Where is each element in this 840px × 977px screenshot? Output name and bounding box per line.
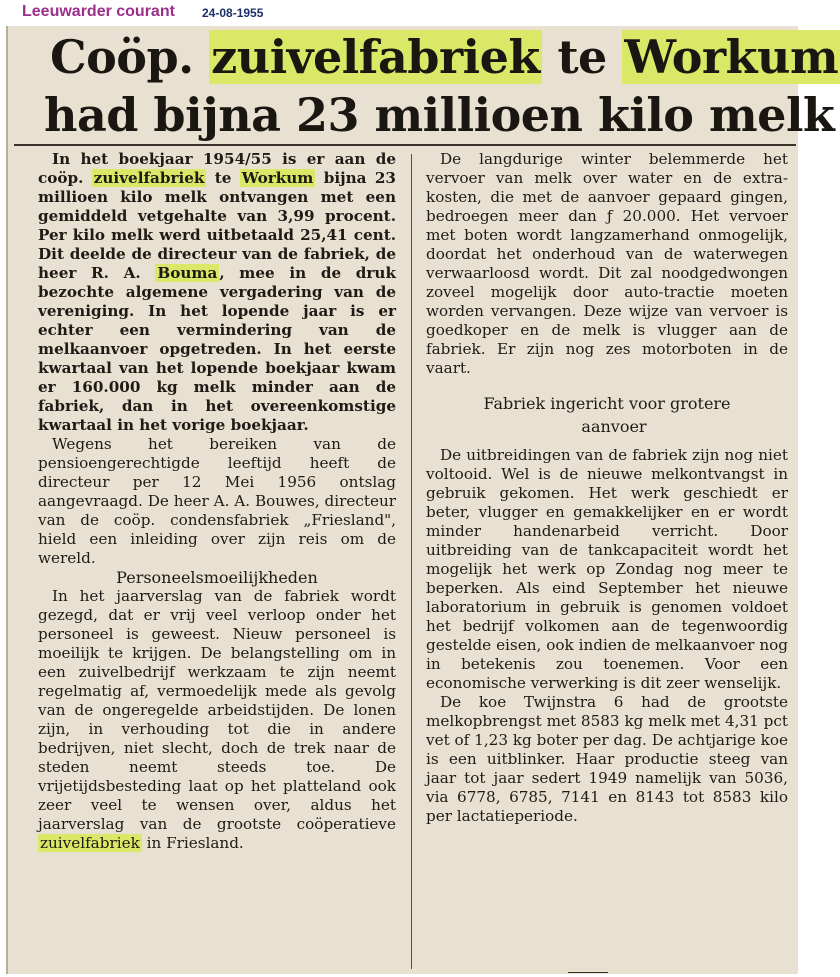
- publication-date: 24-08-1955: [202, 6, 264, 20]
- lead-text-4: , mee in de druk bezochte algemene vergadering van de vereniging. In het lopende jaar is er echter een vermindering van de melkaanvoer opgetreden. In het eerste kwartaal van het lopende boekjaar kwam er 160.000 kg melk minder aan de fabriek, dan in het overeenkomstige kwartaal in het vorige boekjaar.: [38, 264, 396, 434]
- end-rule: [568, 972, 608, 973]
- highlight-zuivelfabriek: zuivelfabriek: [93, 169, 205, 187]
- paragraph-pension: Wegens het bereiken van de pensioengerechtigde leeftijd heeft de directeur per 12 Mei 1956 ontslag aangevraagd. De heer A. A. Bouwes, directeur van de coöp. condensfabriek „Friesland", hield een inleiding over zijn reis om de wereld.: [38, 435, 396, 567]
- subheading-aanvoer: aanvoer: [581, 417, 647, 436]
- highlight-bouma: Bouma: [157, 264, 218, 282]
- paragraph-jaarverslag: [38, 587, 396, 853]
- lead-text-3: bijna 23 millioen kilo melk ontvangen met een gemiddeld vetgehalte van 3,99 procent. Per kilo melk werd uitbetaald 25,41 cent. Dit deelde de directeur van de fabriek, de heer R. A.: [38, 169, 396, 282]
- jaarverslag-text-2: in Friesland.: [141, 834, 244, 852]
- lead-text-2: te: [206, 169, 240, 187]
- lead-text-1: In het boekjaar 1954/55 is er aan de coöp.: [38, 150, 396, 187]
- newspaper-clipping: [6, 26, 839, 974]
- paragraph-winter: De langdurige winter belemmerde het vervoer van melk over water en de extra-kosten, die met de aanvoer gepaard gingen, bedroegen meer dan ƒ 20.000. Het vervoer met boten wordt langzamerhand onmogelijk, doordat het onderhoud van de waterwegen verwaarloosd wordt. Dit zal noodgedwongen zoveel mogelijk door auto-tractie moeten worden vervangen. Deze wijze van vervoer is goedkoper en de melk is vlugger aan de fabriek. Er zijn nog zes motorboten in de vaart.: [426, 150, 788, 377]
- newspaper-title: Leeuwarder courant: [22, 3, 175, 20]
- headline-highlight-workum: Workum: [624, 30, 839, 84]
- highlight-zuivelfabriek-2: zuivelfabriek: [40, 834, 140, 852]
- masthead: [0, 0, 800, 26]
- subheading-fabriek: Fabriek ingericht voor grotere: [483, 394, 731, 413]
- headline-rule: [14, 144, 796, 146]
- headline-line-2: had bijna 23 millioen kilo melk: [44, 88, 835, 142]
- headline-word-coop: Coöp.: [50, 30, 194, 84]
- paragraph-koe: De koe Twijnstra 6 had de grootste melkopbrengst met 8583 kg melk met 4,31 pct vet of 1,23 kg boter per dag. De achtjarige koe is een uitblinker. Haar productie steeg van jaar tot jaar sedert 1949 namelijk van 5036, via 6778, 6785, 7141 en 8143 tot 8583 kilo per lactatieperiode.: [426, 693, 788, 825]
- jaarverslag-text-1: In het jaarverslag van de fabriek wordt gezegd, dat er vrij veel verloop onder het personeel is geweest. Nieuw personeel is moeilijk te krijgen. De belangstelling om in een zuivelbedrijf werkzaam te zijn neemt regelmatig af, vermoedelijk mede als gevolg van de ongeregelde arbeidstijden. De lonen zijn, in verhouding tot die in andere bedrijven, niet slecht, doch de trek naar de steden neemt steeds toe. De vrijetijdsbesteding laat op het platteland ook zeer veel te wensen over, aldus het jaarverslag van de grootste coöperatieve: [38, 587, 396, 833]
- article-column-right: [426, 150, 788, 826]
- headline-word-te: te: [557, 30, 607, 84]
- headline-line-1: [50, 30, 839, 84]
- lead-paragraph: [38, 150, 396, 435]
- article-column-left: [38, 150, 396, 853]
- column-divider: [411, 154, 412, 969]
- subheading-personeel: Personeelsmoeilijkheden: [116, 568, 318, 587]
- paragraph-uitbreidingen: De uitbreidingen van de fabriek zijn nog niet voltooid. Wel is de nieuwe melkontvangst in gebruik gekomen. Het werk geschiedt er beter, vlugger en gemakkelijker en er wordt minder handenarbeid verricht. Door uitbreiding van de tankcapaciteit wordt het mogelijk het werk op Zondag nog meer te beperken. Als eind September het nieuwe laboratorium in gebruik is genomen voldoet het bedrijf volkomen aan de tegenwoordig gestelde eisen, ook indien de melkaanvoer nog in betekenis zou toenemen. Voor een economische verwerking is dit zeer wenselijk.: [426, 446, 788, 692]
- highlight-workum: Workum: [241, 169, 314, 187]
- headline-highlight-zuivelfabriek: zuivelfabriek: [211, 30, 540, 84]
